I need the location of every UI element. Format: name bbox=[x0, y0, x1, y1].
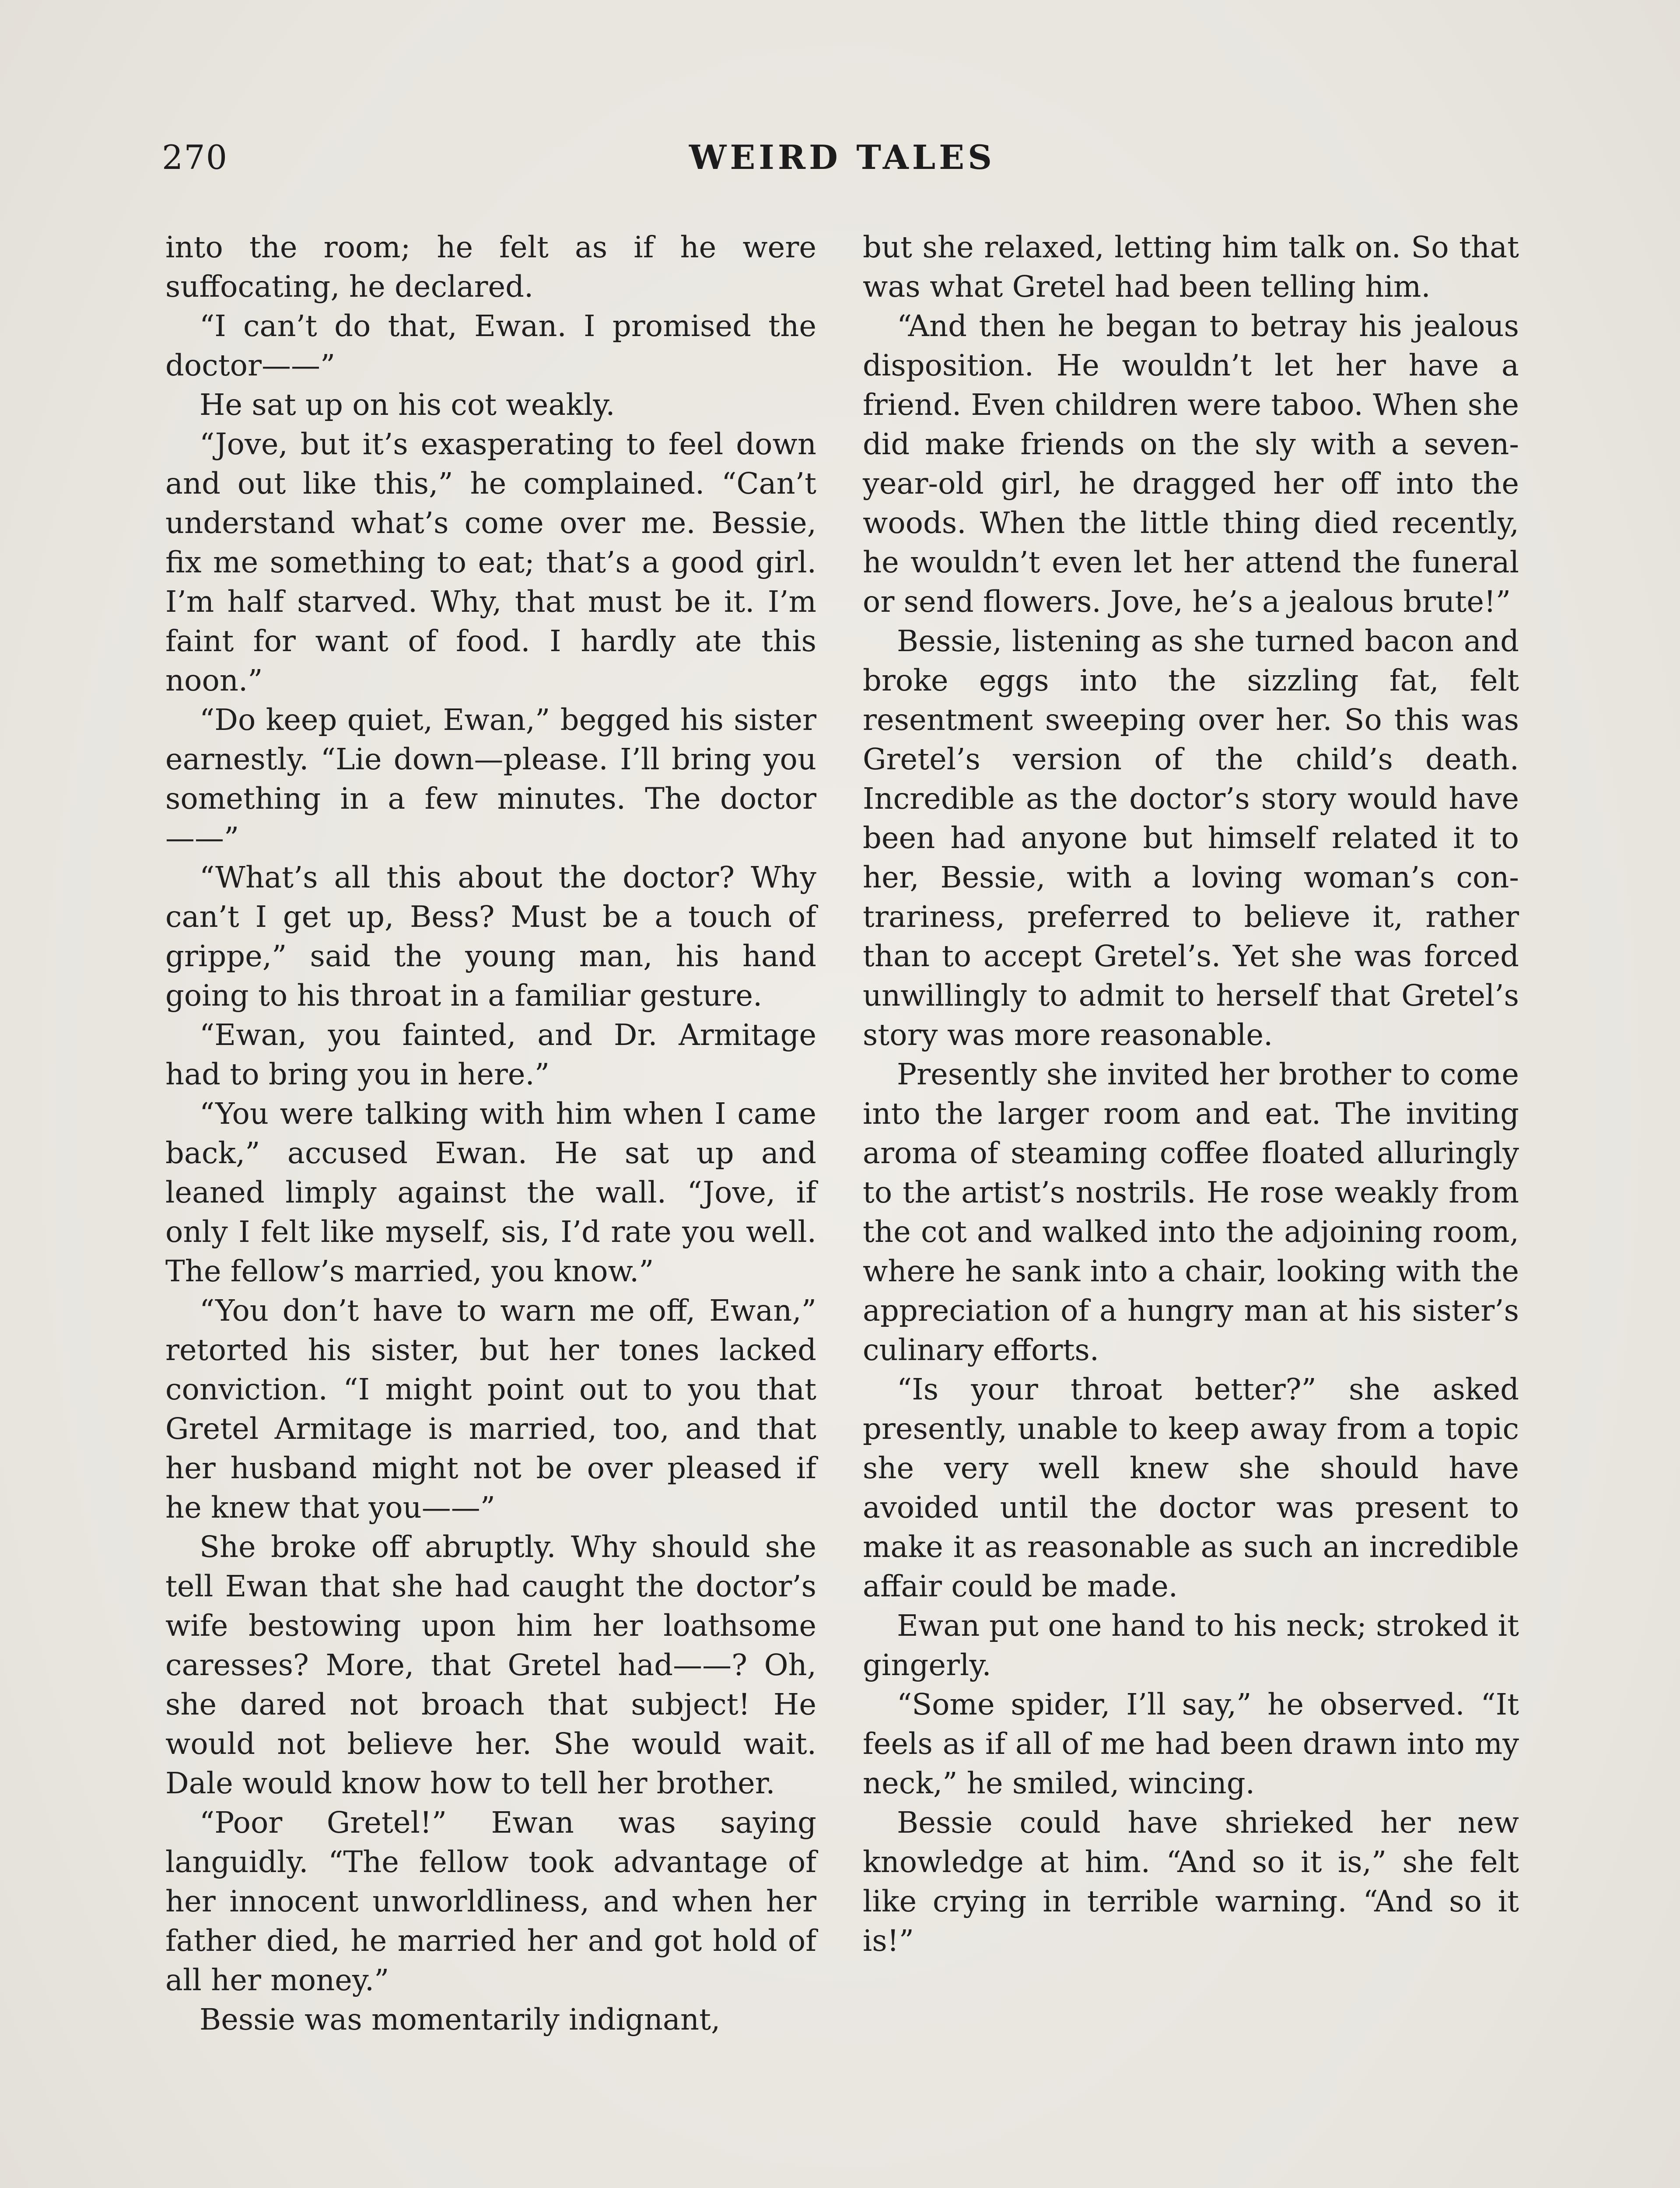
paragraph: She broke off abruptly. Why should she tell Ewan that she had caught the doctor’s wife bestowing upon him her loathsome caresses? More, that Gretel had——? Oh, she dared not broach that subject! He would not believe her. She would wait. Dale would know how to tell her brother. bbox=[165, 1530, 816, 1800]
left-column bbox=[165, 228, 816, 2039]
paragraph: “Ewan, you fainted, and Dr. Armitage had to bring you in here.” bbox=[165, 1018, 816, 1091]
page-number: 270 bbox=[162, 138, 228, 177]
running-title: WEIRD TALES bbox=[689, 138, 995, 177]
paragraph: “Do keep quiet, Ewan,” begged his sister earnestly. “Lie down—please. I’ll bring you something in a few minutes. The doctor——” bbox=[165, 703, 816, 855]
paragraph: “I can’t do that, Ewan. I promised the doctor——” bbox=[165, 309, 816, 382]
paragraph: “You don’t have to warn me off, Ewan,” retorted his sister, but her tones lacked conviction. “I might point out to you that Gretel Armitage is married, too, and that her husband might not be over pleased if he knew that you——” bbox=[165, 1294, 816, 1525]
paragraph: into the room; he felt as if he were suffocating, he declared. bbox=[165, 230, 816, 304]
paragraph: but she relaxed, letting him talk on. So that was what Gretel had been telling him. bbox=[863, 230, 1519, 304]
paragraph: Presently she invited her brother to come into the larger room and eat. The inviting aroma of steaming coffee floated alluringly to the artist’s nostrils. He rose weakly from the cot and walked into the adjoining room, where he sank into a chair, looking with the appreciation of a hungry man at his sister’s culinary efforts. bbox=[863, 1057, 1519, 1367]
paragraph: “And then he began to betray his jealous disposition. He wouldn’t let her have a friend. Even children were taboo. When she did make friends on the sly with a seven-year-old girl, he dragged her off into the woods. When the little thing died recently, he wouldn’t even let her attend the funeral or send flowers. Jove, he’s a jealous brute!” bbox=[863, 309, 1519, 619]
paragraph: “Jove, but it’s exasperating to feel down and out like this,” he complained. “Can’t understand what’s come over me. Bessie, fix me something to eat; that’s a good girl. I’m half starved. Why, that must be it. I’m faint for want of food. I hardly ate this noon.” bbox=[165, 427, 816, 698]
paragraph: Ewan put one hand to his neck; stroked it gingerly. bbox=[863, 1609, 1519, 1682]
paragraph: “Some spider, I’ll say,” he observed. “It feels as if all of me had been drawn into my neck,” he smiled, wincing. bbox=[863, 1687, 1519, 1800]
paragraph: “What’s all this about the doctor? Why can’t I get up, Bess? Must be a touch of grippe,” said the young man, his hand going to his throat in a familiar gesture. bbox=[165, 860, 816, 1013]
paragraph: He sat up on his cot weakly. bbox=[200, 388, 615, 422]
paragraph: “Poor Gretel!” Ewan was saying languidly. “The fellow took advantage of her innocent unworldliness, and when her father died, he married her and got hold of all her money.” bbox=[165, 1806, 816, 1997]
paragraph: “You were talking with him when I came back,” accused Ewan. He sat up and leaned limply against the wall. “Jove, if only I felt like myself, sis, I’d rate you well. The fellow’s married, you know.” bbox=[165, 1097, 816, 1288]
paragraph: “Is your throat better?” she asked presently, unable to keep away from a topic she very well knew she should have avoided until the doctor was present to make it as reasonable as such an incredible affair could be made. bbox=[863, 1372, 1519, 1603]
paragraph: Bessie was momentarily indignant, bbox=[200, 2002, 721, 2037]
paragraph: Bessie could have shrieked her new knowledge at him. “And so it is,” she felt like crying in terrible warning. “And so it is!” bbox=[863, 1806, 1519, 1958]
paragraph: Bessie, listening as she turned bacon and broke eggs into the sizzling fat, felt resentment sweeping over her. So this was Gretel’s version of the child’s death. Incredible as the doctor’s story would have been had anyone but himself related it to her, Bessie, with a loving woman’s contrariness, preferred to believe it, rather than to accept Gretel’s. Yet she was forced unwillingly to admit to herself that Gretel’s story was more reasonable. bbox=[863, 624, 1519, 1052]
right-column bbox=[863, 228, 1519, 1960]
page-header bbox=[162, 138, 1522, 190]
